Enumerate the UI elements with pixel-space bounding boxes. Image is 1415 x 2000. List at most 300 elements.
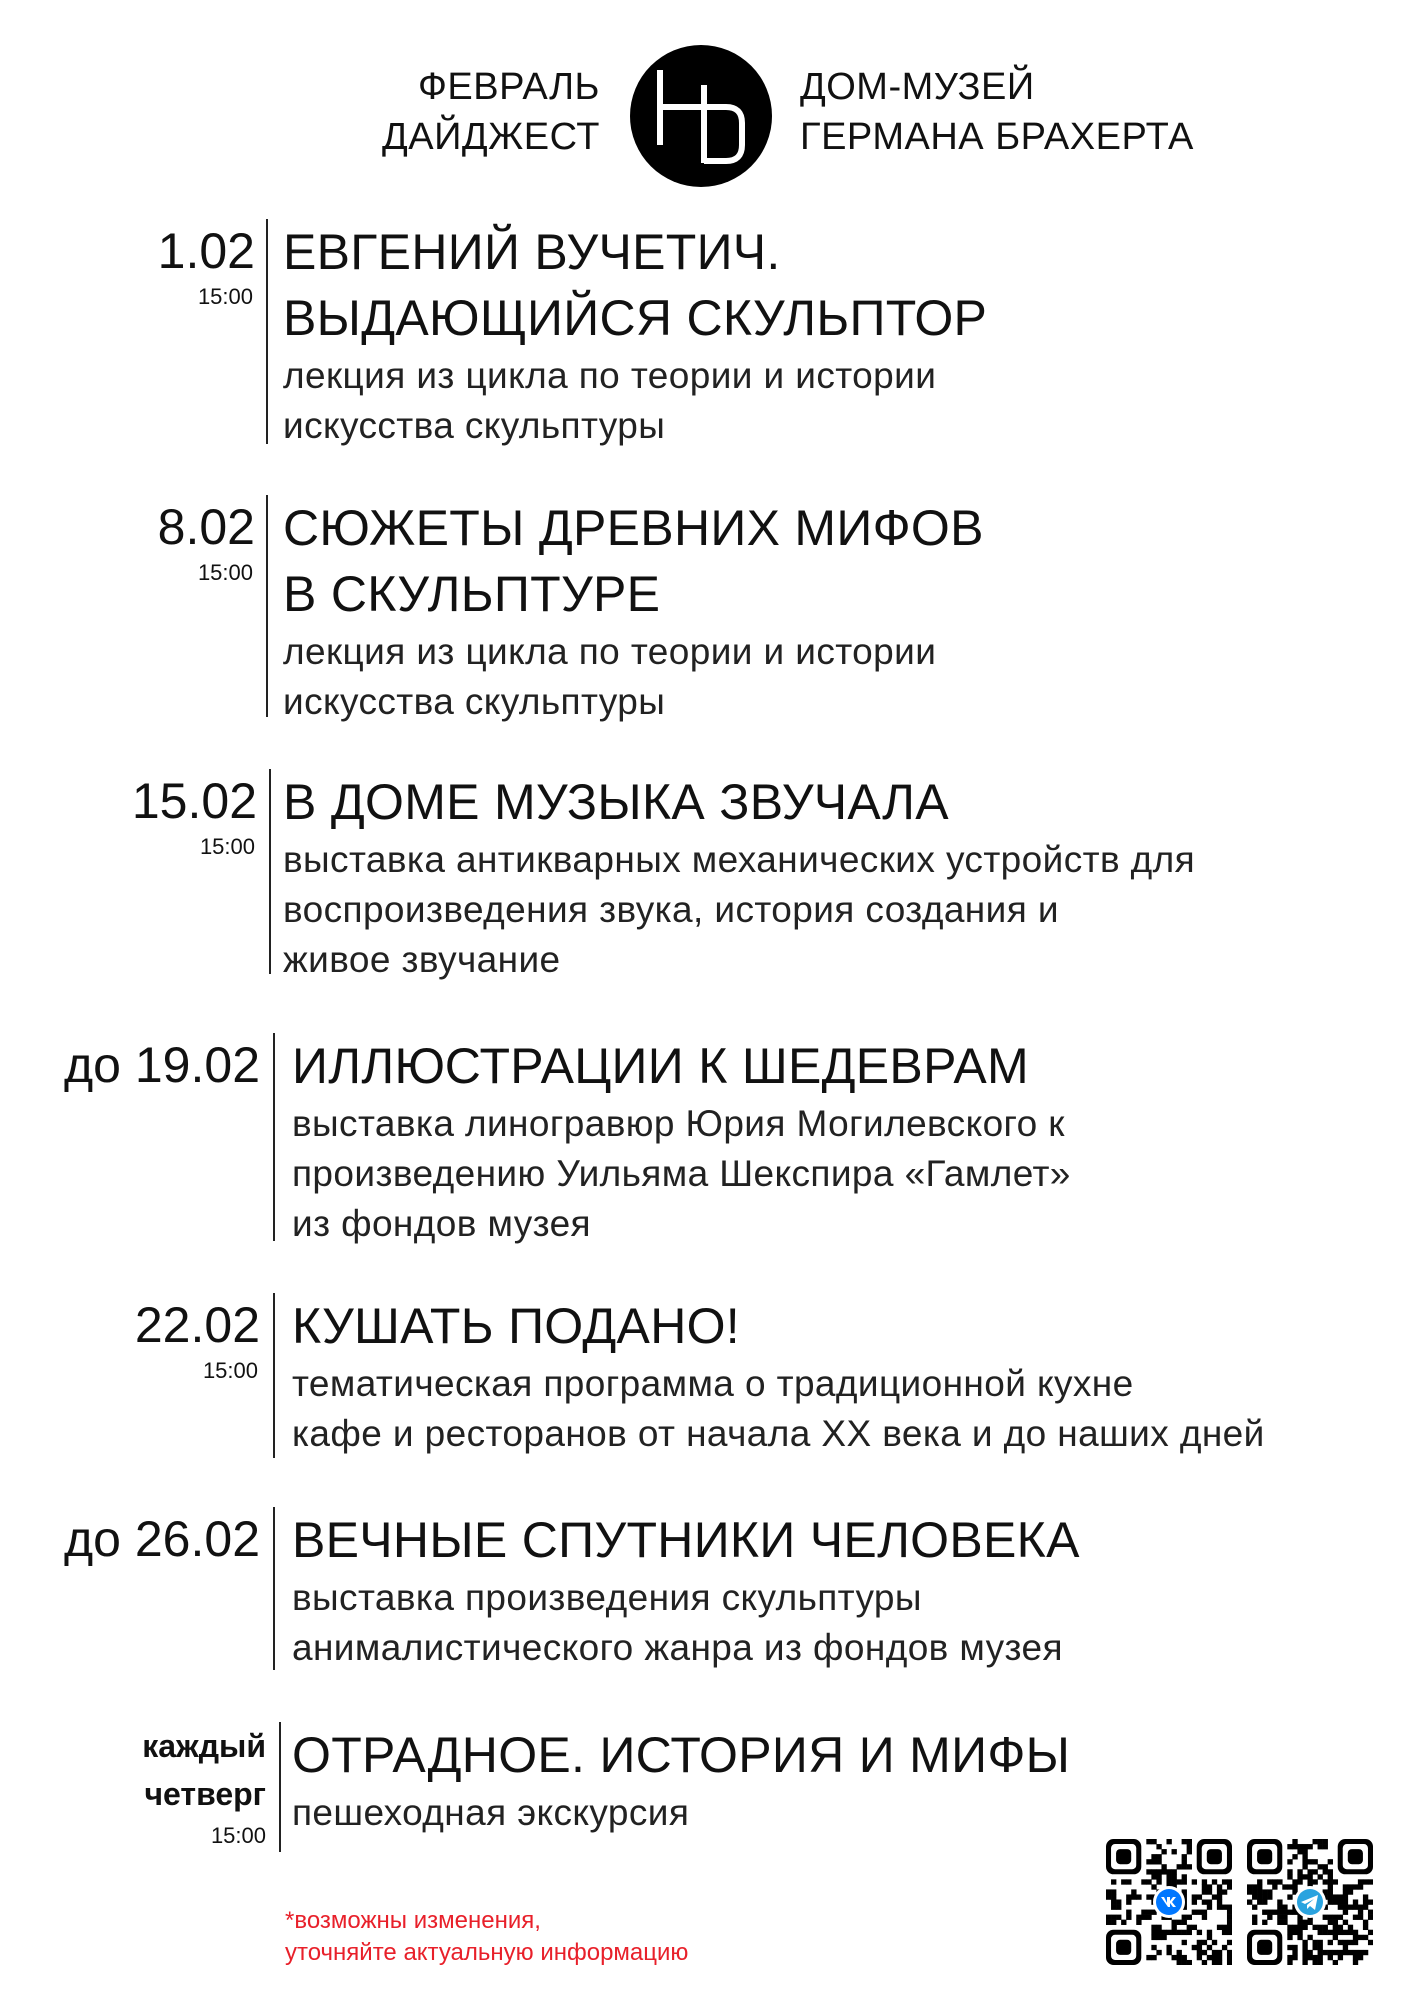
- qr-module: [1348, 1884, 1353, 1889]
- qr-module: [1307, 1879, 1312, 1884]
- qr-module: [1307, 1950, 1312, 1955]
- qr-module: [1297, 1844, 1302, 1849]
- qr-module: [1302, 1925, 1307, 1930]
- qr-module: [1192, 1879, 1197, 1884]
- qr-code-telegram[interactable]: [1247, 1839, 1373, 1965]
- qr-module: [1207, 1930, 1212, 1935]
- qr-module: [1252, 1889, 1257, 1894]
- qr-module: [1348, 1940, 1353, 1945]
- qr-module: [1202, 1960, 1207, 1965]
- qr-module: [1313, 1925, 1318, 1930]
- qr-module: [1172, 1955, 1177, 1960]
- qr-module: [1177, 1950, 1182, 1955]
- qr-module: [1338, 1899, 1343, 1904]
- qr-module: [1328, 1879, 1333, 1884]
- qr-module: [1257, 1899, 1262, 1904]
- qr-module: [1292, 1879, 1297, 1884]
- qr-module: [1217, 1894, 1222, 1899]
- qr-module: [1353, 1950, 1358, 1955]
- event-title: КУШАТЬ ПОДАНО!: [292, 1298, 740, 1354]
- qr-module: [1353, 1930, 1358, 1935]
- qr-module: [1363, 1894, 1368, 1899]
- qr-module: [1202, 1879, 1207, 1884]
- qr-module: [1282, 1884, 1287, 1889]
- qr-module: [1328, 1869, 1333, 1874]
- qr-module: [1267, 1879, 1272, 1884]
- event-title: ИЛЛЮСТРАЦИИ К ШЕДЕВРАМ: [292, 1038, 1029, 1094]
- qr-module: [1343, 1940, 1348, 1945]
- qr-module: [1313, 1869, 1318, 1874]
- qr-module: [1287, 1930, 1292, 1935]
- qr-module: [1307, 1874, 1312, 1879]
- event-description: воспроизведения звука, история создания и: [283, 889, 1059, 930]
- qr-module: [1192, 1894, 1197, 1899]
- qr-module: [1136, 1920, 1141, 1925]
- qr-module: [1182, 1940, 1187, 1945]
- qr-module: [1313, 1940, 1318, 1945]
- qr-module: [1172, 1869, 1177, 1874]
- qr-module: [1126, 1899, 1131, 1904]
- qr-module: [1217, 1960, 1222, 1965]
- qr-module: [1177, 1864, 1182, 1869]
- qr-module: [1187, 1925, 1192, 1930]
- qr-module: [1297, 1920, 1302, 1925]
- qr-module: [1313, 1955, 1318, 1960]
- qr-module: [1318, 1930, 1323, 1935]
- qr-module: [1343, 1899, 1348, 1904]
- qr-module: [1217, 1899, 1222, 1904]
- qr-finder: [1348, 1849, 1363, 1864]
- qr-module: [1343, 1945, 1348, 1950]
- event-date: до 26.02: [64, 1511, 260, 1567]
- qr-module: [1287, 1935, 1292, 1940]
- qr-module: [1141, 1910, 1146, 1915]
- qr-module: [1177, 1955, 1182, 1960]
- qr-module: [1307, 1859, 1312, 1864]
- qr-module: [1262, 1920, 1267, 1925]
- qr-module: [1353, 1899, 1358, 1904]
- qr-module: [1172, 1920, 1177, 1925]
- qr-module: [1222, 1925, 1227, 1930]
- qr-module: [1116, 1899, 1121, 1904]
- qr-module: [1282, 1920, 1287, 1925]
- qr-module: [1227, 1905, 1232, 1910]
- event-time: 15:00: [202, 1358, 258, 1383]
- qr-module: [1297, 1879, 1302, 1884]
- qr-module: [1318, 1945, 1323, 1950]
- qr-module: [1287, 1884, 1292, 1889]
- qr-module: [1161, 1864, 1166, 1869]
- qr-module: [1348, 1889, 1353, 1894]
- qr-module: [1343, 1920, 1348, 1925]
- qr-module: [1116, 1915, 1121, 1920]
- qr-module: [1227, 1930, 1232, 1935]
- qr-module: [1282, 1905, 1287, 1910]
- event-description: лекция из цикла по теории и истории: [283, 355, 937, 396]
- qr-module: [1151, 1854, 1156, 1859]
- qr-module: [1363, 1899, 1368, 1904]
- qr-module: [1338, 1955, 1343, 1960]
- qr-module: [1287, 1960, 1292, 1965]
- qr-module: [1338, 1940, 1343, 1945]
- qr-module: [1247, 1884, 1252, 1889]
- event-date: 8.02: [157, 499, 255, 555]
- qr-module: [1202, 1889, 1207, 1894]
- qr-module: [1318, 1960, 1323, 1965]
- qr-module: [1302, 1940, 1307, 1945]
- qr-module: [1307, 1955, 1312, 1960]
- divider: [279, 1722, 281, 1852]
- digest-label: [382, 62, 600, 162]
- qr-module: [1111, 1920, 1116, 1925]
- event-date: [142, 1722, 266, 1818]
- qr-module: [1177, 1920, 1182, 1925]
- qr-module: [1222, 1945, 1227, 1950]
- qr-module: [1227, 1910, 1232, 1915]
- qr-finder: [1257, 1940, 1272, 1955]
- qr-module: [1277, 1899, 1282, 1904]
- qr-module: [1302, 1844, 1307, 1849]
- divider: [273, 1293, 275, 1458]
- qr-module: [1343, 1894, 1348, 1899]
- event-title: СЮЖЕТЫ ДРЕВНИХ МИФОВ: [283, 500, 984, 556]
- qr-module: [1343, 1905, 1348, 1910]
- qr-module: [1358, 1915, 1363, 1920]
- qr-module: [1328, 1899, 1333, 1904]
- qr-module: [1172, 1879, 1177, 1884]
- qr-module: [1161, 1935, 1166, 1940]
- qr-module: [1136, 1915, 1141, 1920]
- qr-module: [1297, 1874, 1302, 1879]
- qr-finder: [1207, 1849, 1222, 1864]
- qr-module: [1252, 1920, 1257, 1925]
- qr-module: [1257, 1889, 1262, 1894]
- qr-module: [1222, 1889, 1227, 1894]
- qr-module: [1217, 1925, 1222, 1930]
- qr-module: [1177, 1879, 1182, 1884]
- qr-module: [1313, 1945, 1318, 1950]
- qr-module: [1287, 1910, 1292, 1915]
- qr-module: [1292, 1945, 1297, 1950]
- qr-module: [1368, 1879, 1373, 1884]
- event-title: ВЕЧНЫЕ СПУТНИКИ ЧЕЛОВЕКА: [292, 1512, 1080, 1568]
- event-time: 15:00: [197, 284, 253, 309]
- event-date: 1.02: [157, 223, 255, 279]
- qr-module: [1358, 1950, 1363, 1955]
- event-date: 22.02: [134, 1297, 260, 1353]
- qr-module: [1207, 1945, 1212, 1950]
- qr-module: [1197, 1910, 1202, 1915]
- qr-module: [1172, 1849, 1177, 1854]
- qr-module: [1368, 1899, 1373, 1904]
- qr-module: [1217, 1955, 1222, 1960]
- qr-module: [1328, 1950, 1333, 1955]
- qr-module: [1197, 1930, 1202, 1935]
- qr-module: [1141, 1879, 1146, 1884]
- qr-module: [1302, 1874, 1307, 1879]
- event-title: ЕВГЕНИЙ ВУЧЕТИЧ.: [283, 224, 781, 280]
- qr-module: [1156, 1844, 1161, 1849]
- qr-module: [1323, 1844, 1328, 1849]
- qr-module: [1227, 1925, 1232, 1930]
- qr-module: [1192, 1910, 1197, 1915]
- month: ФЕВРАЛЬ: [418, 66, 600, 108]
- event-description: анималистического жанра из фондов музея: [292, 1627, 1063, 1668]
- divider: [273, 1033, 275, 1241]
- qr-module: [1151, 1839, 1156, 1844]
- qr-module: [1166, 1945, 1171, 1950]
- qr-module: [1182, 1854, 1187, 1859]
- event-time: 15:00: [199, 834, 255, 859]
- qr-module: [1343, 1910, 1348, 1915]
- qr-module: [1227, 1955, 1232, 1960]
- qr-module: [1297, 1849, 1302, 1854]
- qr-module: [1146, 1955, 1151, 1960]
- qr-module: [1121, 1879, 1126, 1884]
- qr-module: [1323, 1915, 1328, 1920]
- event-description: пешеходная экскурсия: [292, 1792, 690, 1833]
- event-title: В ДОМЕ МУЗЫКА ЗВУЧАЛА: [283, 774, 949, 830]
- qr-module: [1146, 1910, 1151, 1915]
- qr-finder: [1116, 1849, 1131, 1864]
- qr-module: [1338, 1925, 1343, 1930]
- qr-module: [1227, 1879, 1232, 1884]
- museum-name-line1: ДОМ-МУЗЕЙ: [800, 66, 1035, 108]
- qr-module: [1161, 1849, 1166, 1854]
- qr-module: [1333, 1920, 1338, 1925]
- qr-module: [1202, 1910, 1207, 1915]
- event-title: В СКУЛЬПТУРЕ: [283, 566, 661, 622]
- qr-module: [1363, 1935, 1368, 1940]
- qr-module: [1302, 1950, 1307, 1955]
- qr-module: [1323, 1879, 1328, 1884]
- qr-module: [1368, 1930, 1373, 1935]
- qr-module: [1348, 1950, 1353, 1955]
- qr-module: [1333, 1894, 1338, 1899]
- qr-module: [1151, 1859, 1156, 1864]
- qr-module: [1302, 1955, 1307, 1960]
- qr-module: [1297, 1869, 1302, 1874]
- qr-module: [1197, 1894, 1202, 1899]
- qr-module: [1353, 1935, 1358, 1940]
- qr-module: [1338, 1950, 1343, 1955]
- qr-module: [1217, 1884, 1222, 1889]
- qr-module: [1318, 1925, 1323, 1930]
- qr-module: [1318, 1874, 1323, 1879]
- qr-module: [1177, 1960, 1182, 1965]
- qr-module: [1156, 1859, 1161, 1864]
- qr-module: [1177, 1930, 1182, 1935]
- qr-module: [1302, 1960, 1307, 1965]
- qr-module: [1267, 1889, 1272, 1894]
- qr-module: [1227, 1884, 1232, 1889]
- qr-module: [1262, 1894, 1267, 1899]
- qr-module: [1182, 1839, 1187, 1844]
- qr-module: [1333, 1915, 1338, 1920]
- qr-finder: [1116, 1940, 1131, 1955]
- qr-module: [1358, 1910, 1363, 1915]
- qr-module: [1292, 1955, 1297, 1960]
- qr-module: [1156, 1950, 1161, 1955]
- qr-module: [1328, 1930, 1333, 1935]
- qr-module: [1368, 1915, 1373, 1920]
- qr-module: [1151, 1869, 1156, 1874]
- qr-module: [1333, 1925, 1338, 1930]
- museum-name-line2: ГЕРМАНА БРАХЕРТА: [800, 116, 1194, 158]
- qr-module: [1156, 1869, 1161, 1874]
- qr-module: [1302, 1849, 1307, 1854]
- qr-module: [1353, 1960, 1358, 1965]
- qr-module: [1217, 1905, 1222, 1910]
- qr-module: [1328, 1874, 1333, 1879]
- event-time: 15:00: [197, 560, 253, 585]
- qr-module: [1313, 1839, 1318, 1844]
- qr-module: [1257, 1879, 1262, 1884]
- divider: [266, 219, 268, 444]
- qr-module: [1182, 1930, 1187, 1935]
- qr-module: [1333, 1935, 1338, 1940]
- qr-module: [1348, 1905, 1353, 1910]
- qr-module: [1187, 1960, 1192, 1965]
- qr-code-vk[interactable]: [1106, 1839, 1232, 1965]
- qr-module: [1302, 1920, 1307, 1925]
- qr-module: [1277, 1915, 1282, 1920]
- qr-module: [1328, 1915, 1333, 1920]
- qr-module: [1328, 1884, 1333, 1889]
- qr-module: [1287, 1859, 1292, 1864]
- event-description: из фондов музея: [292, 1203, 591, 1244]
- event-date: до 19.02: [64, 1037, 260, 1093]
- event-description: тематическая программа о традиционной кухне: [292, 1363, 1134, 1404]
- qr-module: [1212, 1960, 1217, 1965]
- qr-module: [1262, 1889, 1267, 1894]
- qr-module: [1126, 1910, 1131, 1915]
- qr-module: [1277, 1920, 1282, 1925]
- qr-module: [1318, 1940, 1323, 1945]
- qr-module: [1222, 1905, 1227, 1910]
- qr-module: [1116, 1905, 1121, 1910]
- qr-module: [1252, 1884, 1257, 1889]
- event-time: 15:00: [210, 1823, 266, 1848]
- divider: [273, 1507, 275, 1670]
- qr-module: [1287, 1894, 1292, 1899]
- qr-module: [1187, 1930, 1192, 1935]
- qr-module: [1151, 1874, 1156, 1879]
- qr-module: [1287, 1925, 1292, 1930]
- qr-module: [1333, 1960, 1338, 1965]
- qr-module: [1111, 1915, 1116, 1920]
- qr-module: [1292, 1884, 1297, 1889]
- qr-module: [1252, 1905, 1257, 1910]
- qr-module: [1323, 1864, 1328, 1869]
- changes-note: [285, 1905, 688, 1969]
- qr-module: [1151, 1925, 1156, 1930]
- qr-module: [1197, 1940, 1202, 1945]
- qr-module: [1338, 1894, 1343, 1899]
- qr-module: [1277, 1879, 1282, 1884]
- qr-module: [1363, 1920, 1368, 1925]
- qr-module: [1247, 1889, 1252, 1894]
- qr-module: [1297, 1935, 1302, 1940]
- event-description: искусства скульптуры: [283, 405, 666, 446]
- qr-module: [1257, 1894, 1262, 1899]
- qr-module: [1166, 1930, 1171, 1935]
- divider: [266, 495, 268, 717]
- qr-module: [1146, 1894, 1151, 1899]
- qr-module: [1267, 1894, 1272, 1899]
- qr-module: [1166, 1839, 1171, 1844]
- qr-module: [1297, 1930, 1302, 1935]
- qr-module: [1292, 1925, 1297, 1930]
- qr-module: [1292, 1854, 1297, 1859]
- qr-module: [1202, 1884, 1207, 1889]
- qr-module: [1217, 1889, 1222, 1894]
- qr-module: [1207, 1884, 1212, 1889]
- qr-module: [1156, 1935, 1161, 1940]
- qr-module: [1353, 1905, 1358, 1910]
- qr-module: [1217, 1950, 1222, 1955]
- qr-module: [1111, 1905, 1116, 1910]
- qr-module: [1307, 1935, 1312, 1940]
- qr-module: [1146, 1915, 1151, 1920]
- qr-module: [1323, 1839, 1328, 1844]
- qr-module: [1172, 1930, 1177, 1935]
- qr-module: [1272, 1879, 1277, 1884]
- qr-module: [1333, 1879, 1338, 1884]
- qr-module: [1146, 1839, 1151, 1844]
- qr-module: [1313, 1960, 1318, 1965]
- qr-module: [1338, 1930, 1343, 1935]
- qr-module: [1368, 1910, 1373, 1915]
- qr-module: [1252, 1894, 1257, 1899]
- qr-module: [1262, 1899, 1267, 1904]
- qr-module: [1166, 1869, 1171, 1874]
- qr-module: [1202, 1940, 1207, 1945]
- qr-module: [1156, 1930, 1161, 1935]
- event-title: ОТРАДНОЕ. ИСТОРИЯ И МИФЫ: [292, 1727, 1071, 1783]
- qr-module: [1227, 1920, 1232, 1925]
- qr-module: [1302, 1864, 1307, 1869]
- qr-module: [1302, 1945, 1307, 1950]
- qr-module: [1292, 1950, 1297, 1955]
- qr-module: [1126, 1915, 1131, 1920]
- qr-module: [1328, 1955, 1333, 1960]
- qr-module: [1187, 1839, 1192, 1844]
- qr-module: [1318, 1844, 1323, 1849]
- qr-module: [1227, 1950, 1232, 1955]
- qr-module: [1323, 1869, 1328, 1874]
- qr-module: [1111, 1889, 1116, 1894]
- qr-module: [1172, 1874, 1177, 1879]
- qr-module: [1156, 1925, 1161, 1930]
- qr-module: [1207, 1955, 1212, 1960]
- qr-module: [1187, 1849, 1192, 1854]
- qr-module: [1292, 1844, 1297, 1849]
- qr-module: [1106, 1915, 1111, 1920]
- qr-module: [1182, 1864, 1187, 1869]
- qr-module: [1328, 1940, 1333, 1945]
- qr-module: [1131, 1889, 1136, 1894]
- qr-module: [1151, 1930, 1156, 1935]
- qr-module: [1287, 1874, 1292, 1879]
- qr-module: [1207, 1935, 1212, 1940]
- qr-module: [1318, 1955, 1323, 1960]
- date-line2: четверг: [144, 1776, 266, 1812]
- event-description: произведению Уильяма Шекспира «Гамлет»: [292, 1153, 1071, 1194]
- qr-module: [1202, 1915, 1207, 1920]
- qr-module: [1146, 1869, 1151, 1874]
- qr-module: [1202, 1899, 1207, 1904]
